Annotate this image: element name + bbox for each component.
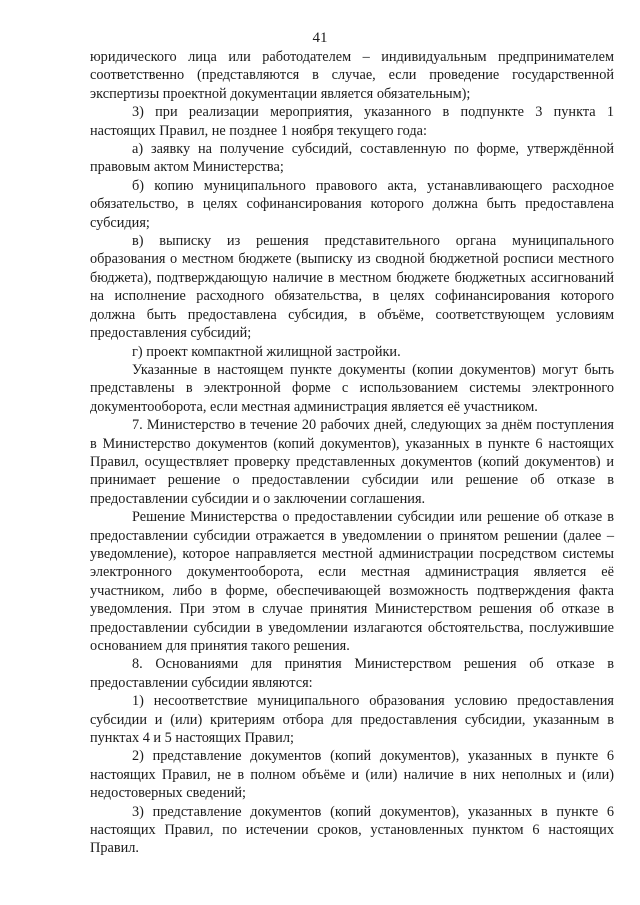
paragraph: 8. Основаниями для принятия Министерством решения об отказе в предоставлении субсидии являются: [90, 656, 614, 691]
paragraph: в) выписку из решения представительного органа муниципального образования о местном бюджете (выписку из сводной бюджетной росписи местного бюджета), подтверждающую наличие в местном бюджете бюджетных ассигнований на исполнение расходного обязательства, в целях софинансирования которого должна быть предоставлена субсидия, в объёме, соответствующем условиям предоставления субсидий; [90, 233, 614, 342]
paragraph: 2) представление документов (копий документов), указанных в пункте 6 настоящих Правил, не в полном объёме и (или) наличие в них неполных и (или) недостоверных сведений; [90, 748, 614, 802]
paragraph: 3) при реализации мероприятия, указанного в подпункте 3 пункта 1 настоящих Правил, не позднее 1 ноября текущего года: [90, 104, 614, 139]
document-body [90, 48, 614, 858]
paragraph: Решение Министерства о предоставлении субсидии или решение об отказе в предоставлении субсидии отражается в уведомлении о принятом решении (далее – уведомление), которое направляется местной администрации посредством системы электронного документооборота, если местная администрация является её участником, либо в форме, обеспечивающей возможность подтверждения факта уведомления. При этом в случае принятия Министерством решения об отказе в предоставлении субсидии в уведомлении излагаются обстоятельства, послужившие основанием для принятия такого решения. [90, 509, 614, 654]
paragraph: 7. Министерство в течение 20 рабочих дней, следующих за днём поступления в Министерство документов (копий документов), указанных в пункте 6 настоящих Правил, осуществляет проверку представленных документов (копий документов) и принимает решение о предоставлении субсидии или решение об отказе в предоставлении субсидии и о заключении соглашения. [90, 417, 614, 507]
paragraph: юридического лица или работодателем – индивидуальным предпринимателем соответственно (представляются в случае, если проведение государственной экспертизы проектной документации является обязательным); [90, 49, 614, 102]
paragraph: 3) представление документов (копий документов), указанных в пункте 6 настоящих Правил, по истечении сроков, установленных пунктом 6 настоящих Правил. [90, 803, 614, 857]
paragraph: а) заявку на получение субсидий, составленную по форме, утверждённой правовым актом Министерства; [90, 141, 614, 176]
page-number: 41 [312, 30, 328, 46]
paragraph: 1) несоответствие муниципального образования условию предоставления субсидии и (или) критериям отбора для предоставления субсидии, указанным в пунктах 4 и 5 настоящих Правил; [90, 693, 614, 747]
paragraph: Указанные в настоящем пункте документы (копии документов) могут быть представлены в электронной форме с использованием системы электронного документооборота, если местная администрация является её участником. [90, 361, 614, 415]
paragraph: б) копию муниципального правового акта, устанавливающего расходное обязательство, в целях софинансирования которого должна быть предоставлена субсидия; [90, 177, 614, 231]
paragraph: г) проект компактной жилищной застройки. [132, 343, 401, 360]
